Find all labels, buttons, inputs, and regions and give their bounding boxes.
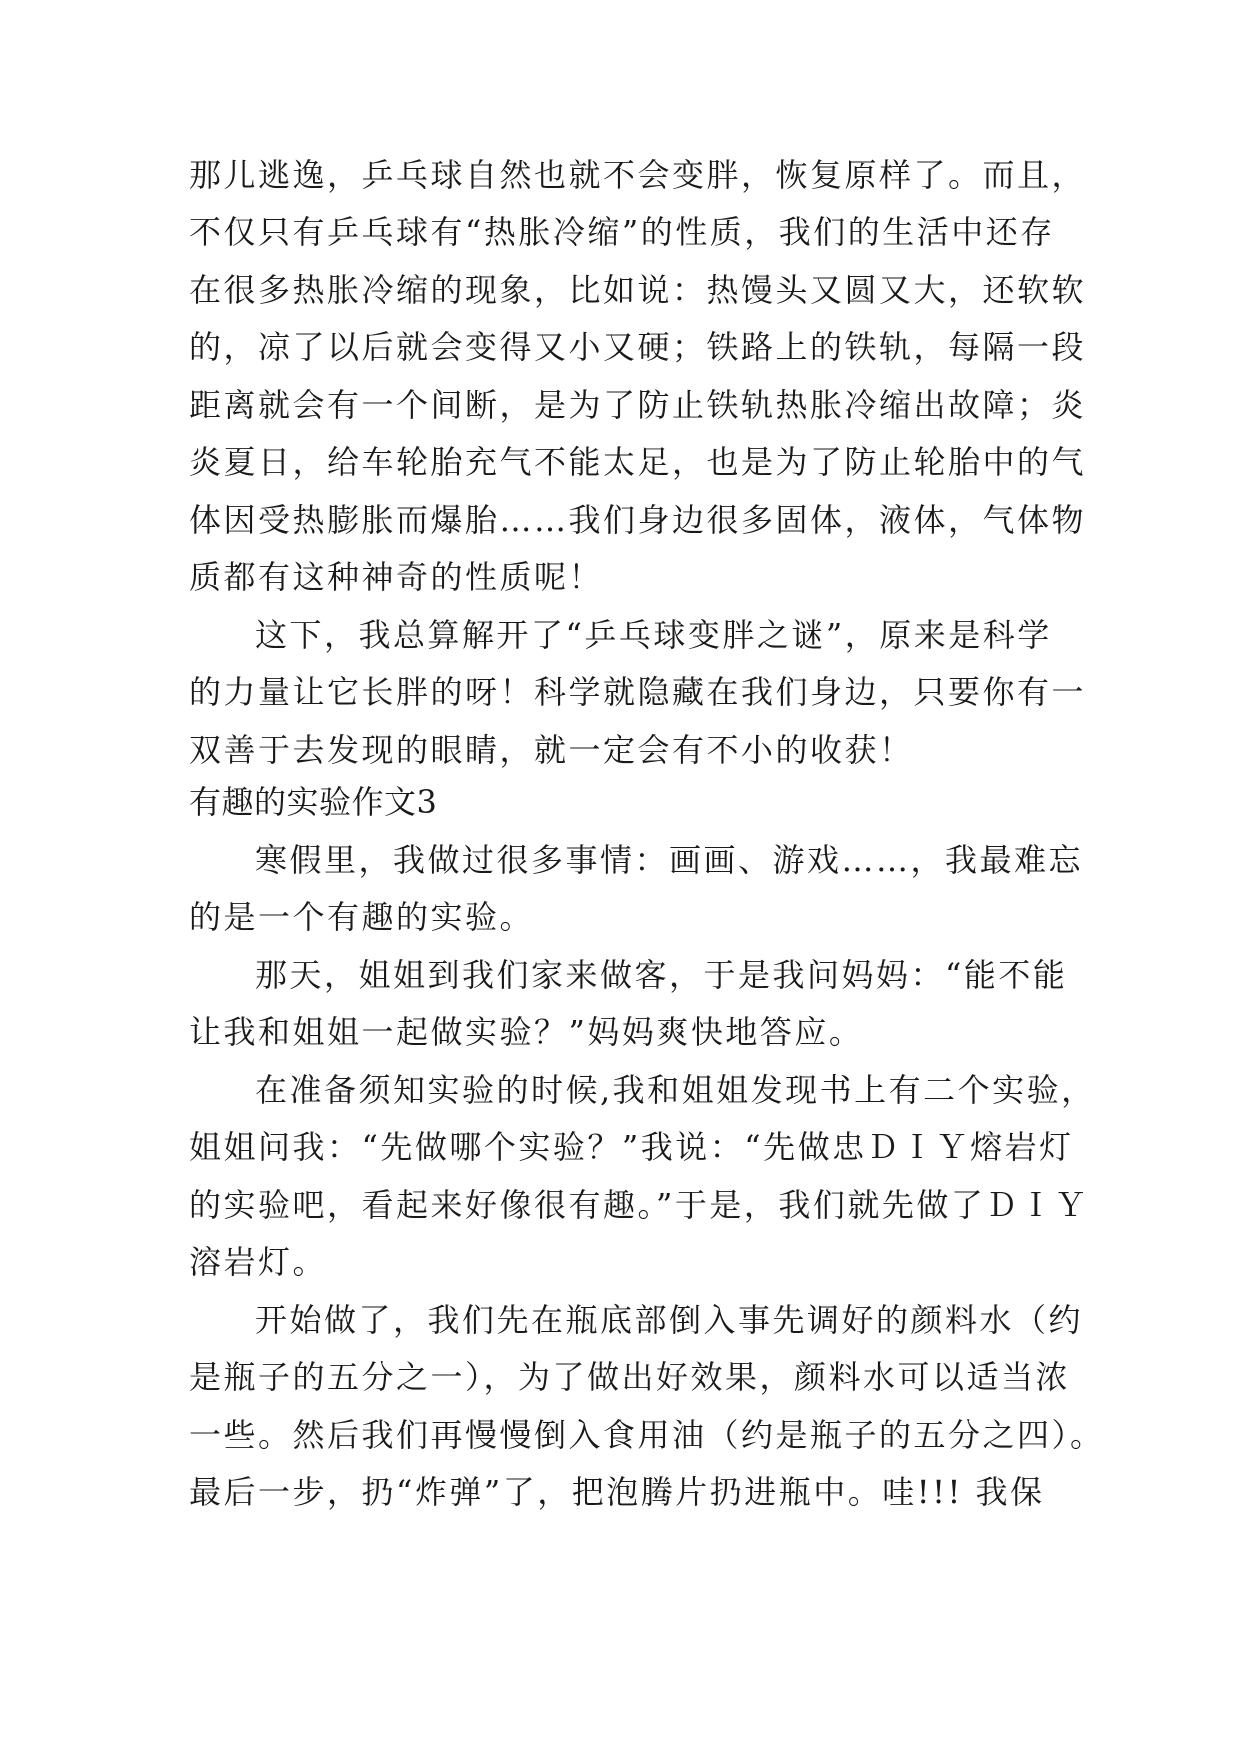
text-line: 那天，姐姐到我们家来做客，于是我问妈妈：“能不能 <box>255 956 1068 994</box>
section-heading: 有趣的实验作文3 <box>189 783 438 821</box>
text-line: 是瓶子的五分之一），为了做出好效果，颜料水可以适当浓 <box>189 1358 1071 1396</box>
text-line: 开始做了，我们先在瓶底部倒入事先调好的颜料水（约 <box>255 1301 1084 1339</box>
text-line: 姐姐问我：“先做哪个实验？”我说：“先做忠ＤＩＹ熔岩灯 <box>189 1128 1074 1166</box>
text-line: 的，凉了以后就会变得又小又硬；铁路上的铁轨，每隔一段 <box>189 328 1087 366</box>
text-line: 距离就会有一个间断，是为了防止铁轨热胀冷缩出故障；炎 <box>189 386 1087 424</box>
text-line: 的力量让它长胖的呀！科学就隐藏在我们身边，只要你有一 <box>189 673 1087 711</box>
text-line: 寒假里，我做过很多事情：画画、游戏……，我最难忘 <box>255 841 1084 879</box>
text-line: 让我和姐姐一起做实验？”妈妈爽快地答应。 <box>189 1013 864 1051</box>
text-line: 的是一个有趣的实验。 <box>189 898 535 936</box>
text-line: 的实验吧，看起来好像很有趣。”于是，我们就先做了ＤＩＹ <box>189 1186 1089 1224</box>
text-line: 这下，我总算解开了“乒乓球变胖之谜”，原来是科学 <box>255 616 1052 654</box>
text-line: 体因受热膨胀而爆胎……我们身边很多固体，液体，气体物 <box>189 501 1087 539</box>
text-line: 双善于去发现的眼睛，就一定会有不小的收获！ <box>189 731 914 769</box>
text-line: 溶岩灯。 <box>189 1243 328 1281</box>
text-line: 炎夏日，给车轮胎充气不能太足，也是为了防止轮胎中的气 <box>189 443 1087 481</box>
text-line: 质都有这种神奇的性质呢！ <box>189 558 604 596</box>
text-line: 不仅只有乒乓球有“热胀冷缩”的性质，我们的生活中还存 <box>189 213 1055 251</box>
text-line: 那儿逃逸，乒乓球自然也就不会变胖，恢复原样了。而且， <box>189 156 1087 194</box>
text-line: 在准备须知实验的时候,我和姐姐发现书上有二个实验， <box>255 1071 1096 1109</box>
text-line: 一些。然后我们再慢慢倒入食用油（约是瓶子的五分之四）。 <box>189 1416 1105 1454</box>
text-line: 在很多热胀冷缩的现象，比如说：热馒头又圆又大，还软软 <box>189 271 1087 309</box>
text-line: 最后一步，扔“炸弹”了，把泡腾片扔进瓶中。哇!!! 我保 <box>189 1473 1045 1511</box>
